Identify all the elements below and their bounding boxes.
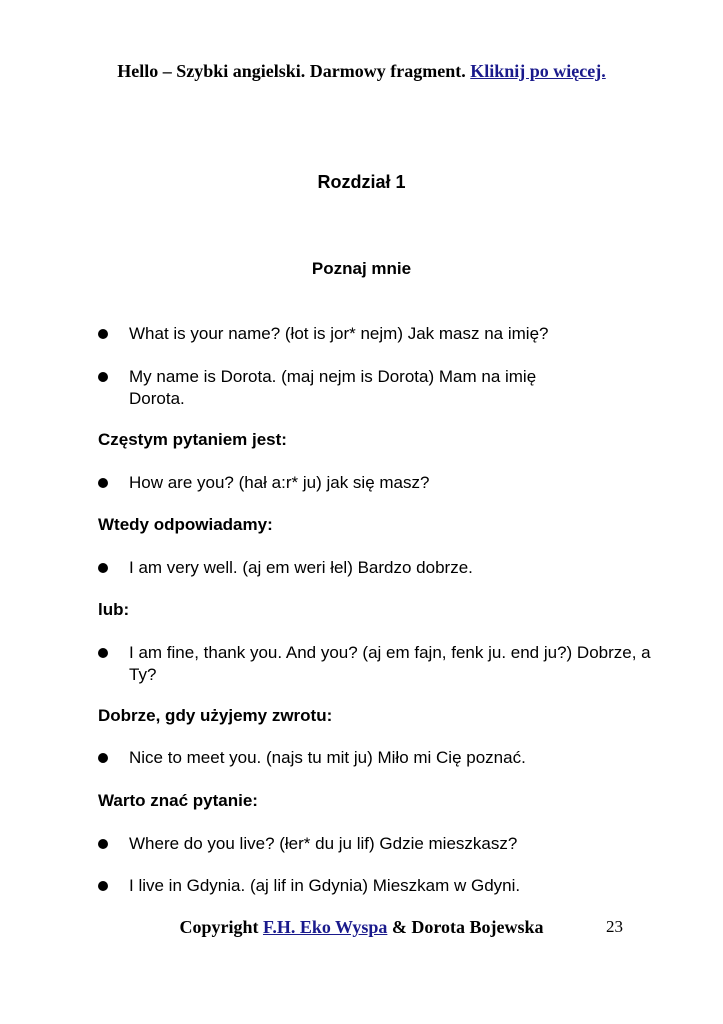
bullet-icon — [98, 372, 108, 382]
list-item-text: My name is Dorota. (maj nejm is Dorota) Mam na imię Dorota. — [129, 367, 537, 408]
copyright-suffix: & Dorota Bojewska — [391, 917, 544, 937]
list-item-text: I am very well. (aj em weri łel) Bardzo dobrze. — [129, 558, 473, 577]
header-text: Hello – Szybki angielski. Darmowy fragment. — [117, 61, 466, 81]
list-item-text: I am fine, thank you. And you? (aj em fajn, fenk ju. end ju?) Dobrze, a Ty? — [129, 643, 651, 684]
list-item-text: I live in Gdynia. (aj lif in Gdynia) Mieszkam w Gdyni. — [129, 876, 521, 895]
list-item-text: How are you? (hał a:r* ju) jak się masz? — [129, 473, 430, 492]
more-link[interactable]: Kliknij po więcej. — [470, 61, 606, 81]
copyright-prefix: Copyright — [179, 917, 259, 937]
publisher-link[interactable]: F.H. Eko Wyspa — [262, 917, 388, 937]
bullet-icon — [98, 753, 108, 763]
list-item-text: Nice to meet you. (najs tu mit ju) Miło mi Cię poznać. — [129, 748, 526, 767]
list-item-text: What is your name? (łot is jor* nejm) Jak masz na imię? — [129, 324, 549, 343]
bullet-icon — [98, 478, 108, 488]
page-number: 23 — [606, 917, 623, 936]
header-line — [0, 61, 723, 82]
bullet-icon — [98, 329, 108, 339]
bullet-icon — [98, 648, 108, 658]
subheading: Wtedy odpowiadamy: — [98, 515, 273, 534]
subheading: Częstym pytaniem jest: — [98, 430, 287, 449]
bullet-icon — [98, 563, 108, 573]
subheading: lub: — [98, 600, 130, 619]
bullet-icon — [98, 839, 108, 849]
subheading: Warto znać pytanie: — [98, 791, 258, 810]
subheading: Dobrze, gdy użyjemy zwrotu: — [98, 706, 333, 725]
bullet-icon — [98, 881, 108, 891]
list-item-text: Where do you live? (łer* du ju lif) Gdzie mieszkasz? — [129, 834, 518, 853]
chapter-title: Rozdział 1 — [317, 172, 406, 192]
section-title: Poznaj mnie — [311, 259, 412, 278]
